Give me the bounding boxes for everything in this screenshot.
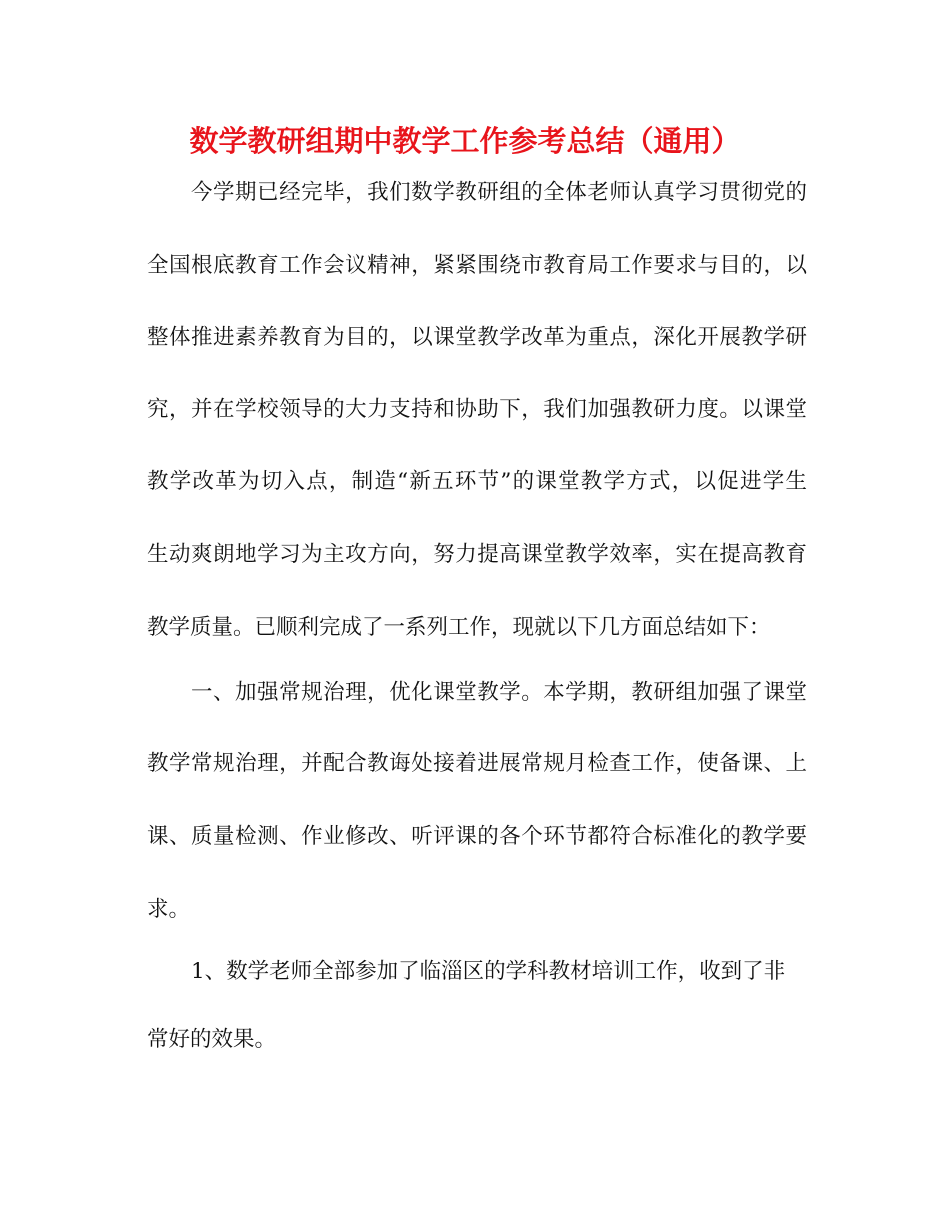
paragraph-1-line-1: 今学期已经完毕，我们数学教研组的全体老师认真学习贯彻党的 — [191, 180, 807, 205]
paragraph-1-line-7: 教学质量。已顺利完成了一系列工作，现就以下几方面总结如下： — [147, 615, 771, 640]
paragraph-3-line-2: 常好的效果。 — [147, 1027, 277, 1052]
paragraph-1-line-5: 教学改革为切入点，制造“新五环节”的课堂教学方式，以促进学生 — [147, 469, 807, 494]
paragraph-3-line-1: 1、数学老师全部参加了临淄区的学科教材培训工作，收到了非 — [191, 959, 786, 984]
paragraph-1-line-4: 究，并在学校领导的大力支持和协助下，我们加强教研力度。以课堂 — [147, 397, 807, 422]
paragraph-1-line-6: 生动爽朗地学习为主攻方向，努力提高课堂教学效率，实在提高教育 — [147, 542, 807, 567]
document-title: 数学教研组期中教学工作参考总结（通用） — [189, 124, 741, 158]
paragraph-1-line-2: 全国根底教育工作会议精神，紧紧围绕市教育局工作要求与目的，以 — [147, 253, 807, 278]
paragraph-2-line-2: 教学常规治理，并配合教诲处接着进展常规月检查工作，使备课、上 — [147, 751, 807, 776]
paragraph-1-line-3: 整体推进素养教育为目的，以课堂教学改革为重点，深化开展教学研 — [147, 325, 807, 350]
paragraph-2-line-3: 课、质量检测、作业修改、听评课的各个环节都符合标准化的教学要 — [147, 824, 807, 849]
paragraph-2-line-1: 一、加强常规治理，优化课堂教学。本学期，教研组加强了课堂 — [191, 680, 807, 705]
paragraph-2-line-4: 求。 — [147, 897, 191, 922]
